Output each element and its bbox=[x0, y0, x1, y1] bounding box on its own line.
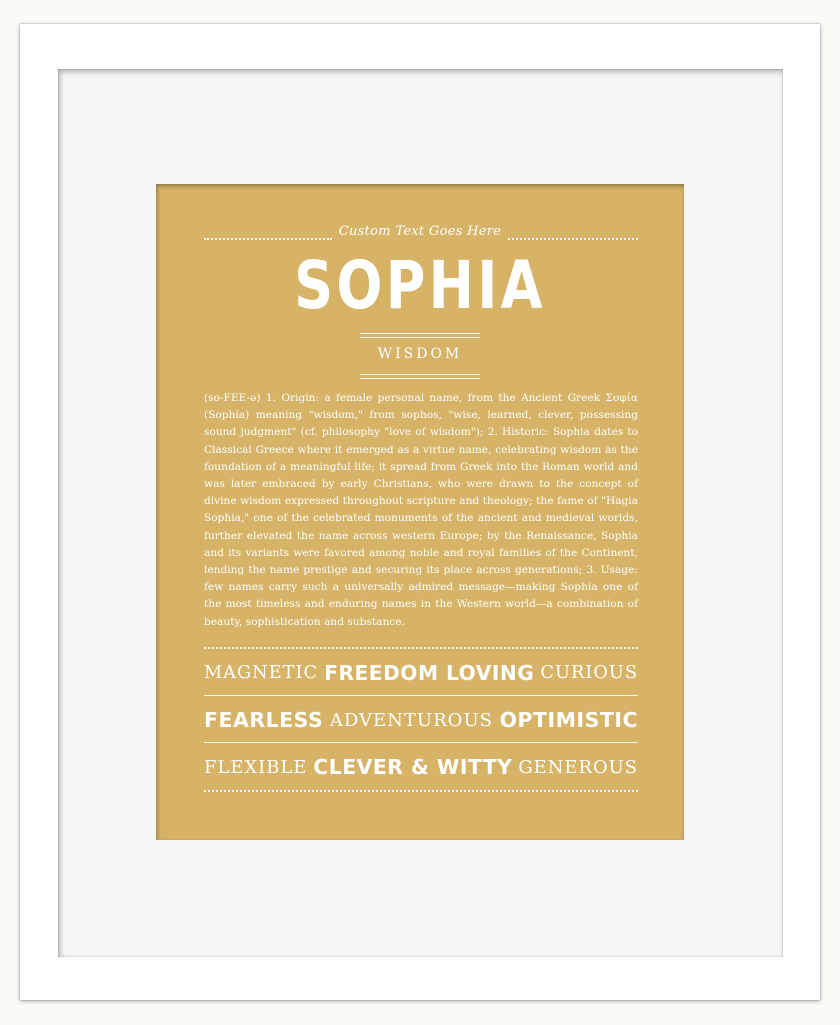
picture-frame bbox=[20, 24, 820, 1000]
trait-row-3 bbox=[204, 747, 638, 787]
frame-mat bbox=[58, 69, 783, 957]
trait-word: CLEVER & WITTY bbox=[313, 755, 513, 779]
trait-word: FLEXIBLE bbox=[204, 756, 308, 778]
custom-text: Custom Text Goes Here bbox=[338, 224, 502, 239]
name-meaning-print bbox=[156, 184, 684, 840]
name-meaning: WISDOM bbox=[377, 346, 463, 362]
name-title: SOPHIA bbox=[294, 247, 546, 324]
trait-row-1 bbox=[204, 653, 638, 693]
meaning-bottom-rule-2 bbox=[360, 378, 480, 379]
trait-word: FREEDOM LOVING bbox=[324, 661, 535, 685]
meaning-top-rule-2 bbox=[360, 337, 480, 338]
trait-divider-2 bbox=[204, 742, 638, 743]
name-definition: (so-FEE-ə) 1. Origin: a female personal name, from the Ancient Greek Σοφία (Sophía) meaning "wisdom," from sophos, "wise, learned, clever, possessing sound judgment" (cf. philosophy "love of wisdom"); 2. Historic: Sophia dates to Classical Greece where it emerged as a virtue name, celebrating wisdom as the foundation of a meaningful life; it spread from Greek into the Roman world and was later embraced by early Christians, who were drawn to the concept of divine wisdom expressed throughout scripture and theology; the fame of "Hagia Sophia," one of the celebrated monuments of the ancient and medieval worlds, further elevated the name across western Europe; by the Renaissance, Sophia and its variants were favored among noble and royal families of the Continent, lending the name prestige and securing its place across generations; 3. Usage: few names carry such a universally admired message—making Sophia one of the most timeless and enduring names in the Western world—a combination of beauty, sophistication and substance. bbox=[204, 392, 638, 628]
trait-word: GENEROUS bbox=[518, 756, 638, 778]
trait-word: MAGNETIC bbox=[204, 663, 319, 683]
traits-bottom-dotted-rule bbox=[204, 790, 638, 792]
meaning-top-rule bbox=[360, 333, 480, 334]
trait-word: CURIOUS bbox=[540, 663, 638, 683]
trait-word: OPTIMISTIC bbox=[499, 708, 638, 732]
traits-top-dotted-rule bbox=[204, 647, 638, 649]
trait-word: FEARLESS bbox=[204, 708, 324, 732]
trait-row-2 bbox=[204, 700, 638, 740]
meaning-bottom-rule bbox=[360, 374, 480, 375]
trait-word: ADVENTUROUS bbox=[329, 709, 493, 731]
trait-divider-1 bbox=[204, 695, 638, 696]
